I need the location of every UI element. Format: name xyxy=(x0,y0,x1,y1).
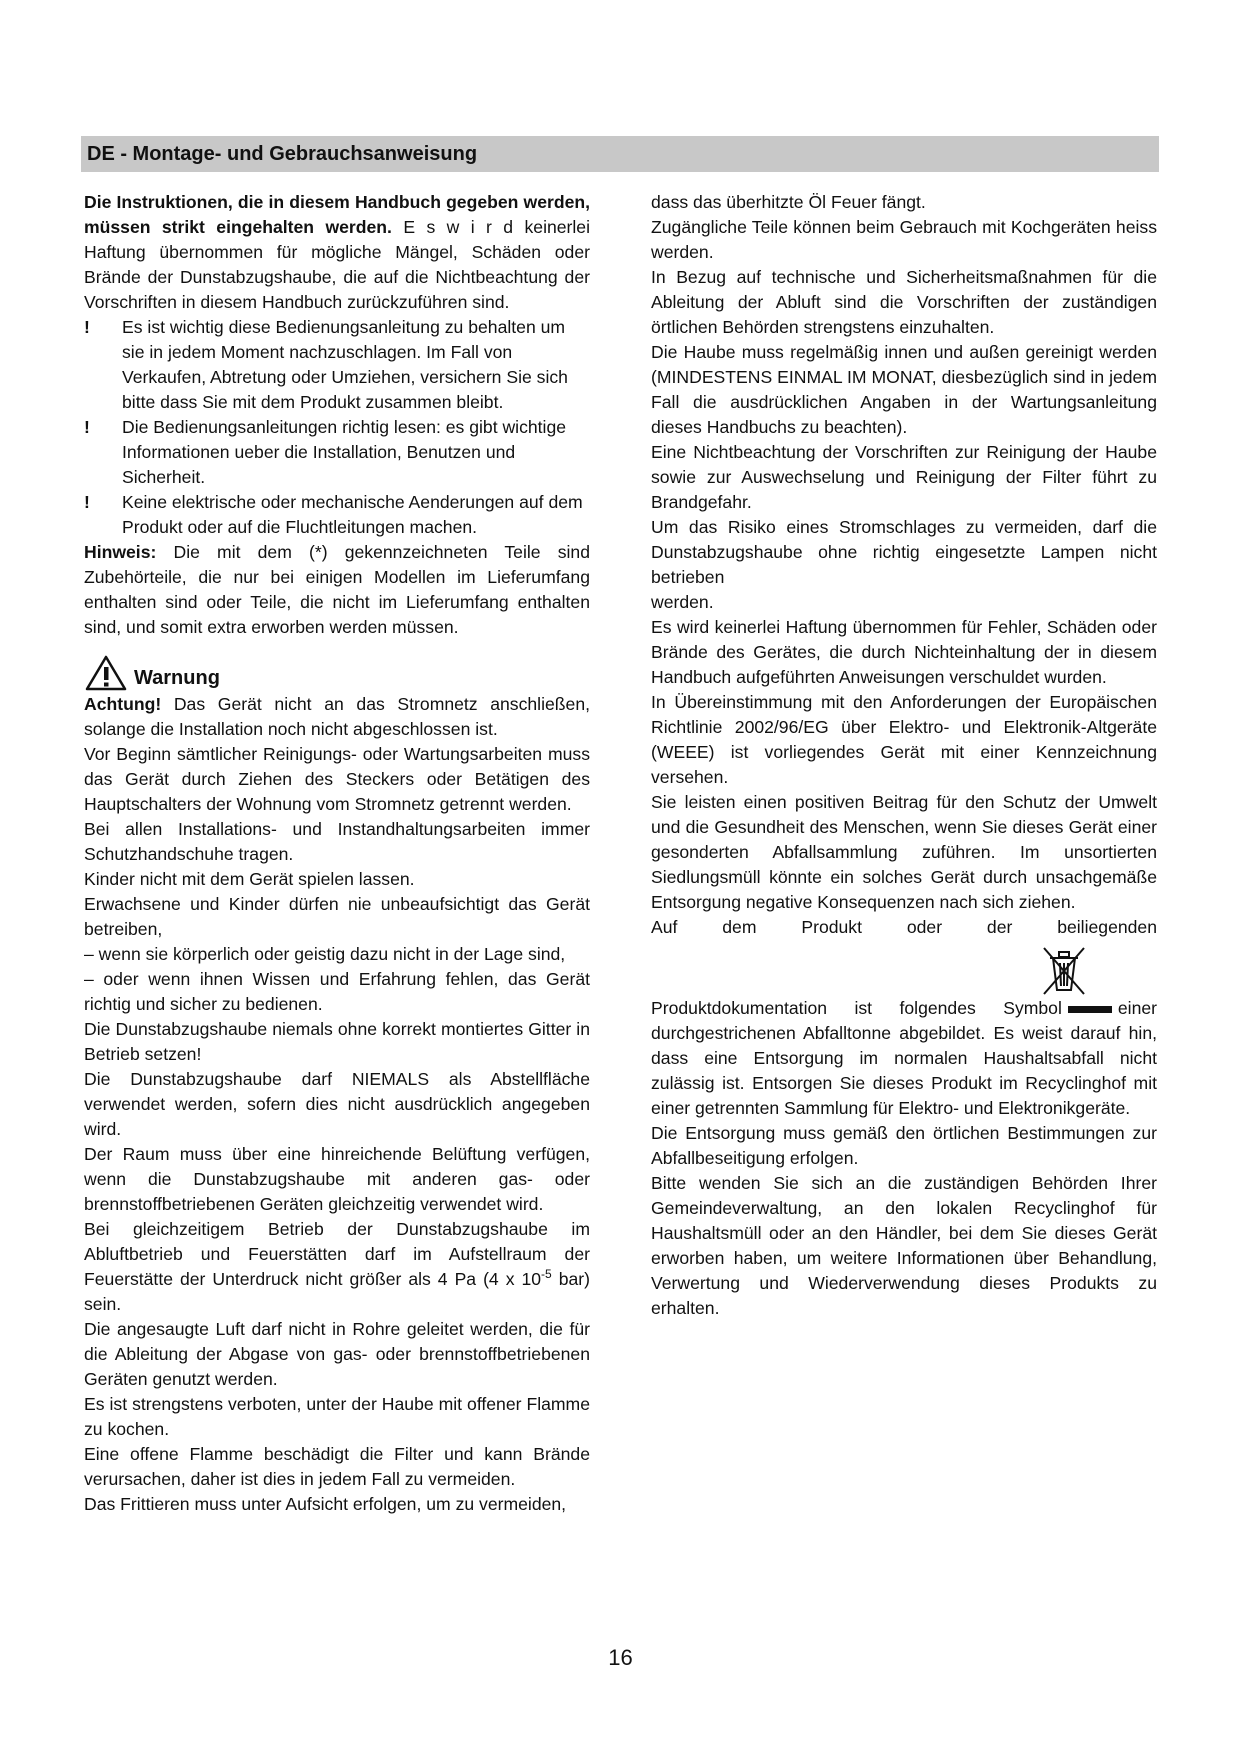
paragraph: Bitte wenden Sie sich an die zuständigen Behörden Ihrer Gemeindeverwaltung, an den lokalen Recyclinghof für Haushaltsmüll oder an den Händler, bei dem Sie dieses Gerät erworben haben, um weitere Informationen über Behandlung, Verwertung und Wiederverwendung dieses Produkts zu erhalten. xyxy=(651,1173,1157,1318)
bullet-mark: ! xyxy=(84,417,90,437)
paragraph: In Übereinstimmung mit den Anforderungen der Europäischen Richtlinie 2002/96/EG über Elektro- und Elektronik-Altgeräte (WEEE) ist vorliegendes Gerät mit einer Kennzeichnung versehen. xyxy=(651,692,1157,787)
pressure-paragraph xyxy=(84,1217,590,1317)
bullet-item xyxy=(84,315,590,415)
pressure-text: Bei gleichzeitigem Betrieb der Dunstabzugshaube im Abluftbetrieb und Feuerstätten darf im Aufstellraum der Feuerstätte der Unterdruck nicht größer als 4 Pa (4 x 10 xyxy=(84,1219,590,1289)
paragraph: Kinder nicht mit dem Gerät spielen lassen. xyxy=(84,869,415,889)
pressure-exponent: -5 xyxy=(541,1267,552,1282)
section-header-bar xyxy=(81,136,1159,172)
paragraph: Eine Nichtbeachtung der Vorschriften zur Reinigung der Haube sowie zur Auswechselung und Reinigung der Filter führt zu Brandgefahr. xyxy=(651,442,1157,512)
paragraph: – wenn sie körperlich oder geistig dazu nicht in der Lage sind, xyxy=(84,944,566,964)
paragraph: werden. xyxy=(651,592,714,612)
paragraph: Zugängliche Teile können beim Gebrauch mit Kochgeräten heiss werden. xyxy=(651,217,1157,262)
warning-text: Das Gerät nicht an das Stromnetz anschließen, solange die Installation noch nicht abgeschlossen ist. xyxy=(84,694,590,739)
left-column xyxy=(84,190,590,1517)
paragraph: dass das überhitzte Öl Feuer fängt. xyxy=(651,192,926,212)
paragraph: Bei allen Installations- und Instandhaltungsarbeiten immer Schutzhandschuhe tragen. xyxy=(84,819,590,864)
bullet-item xyxy=(84,490,590,540)
bullet-text: Es ist wichtig diese Bedienungsanleitung zu behalten um sie in jedem Moment nachzuschlagen. Im Fall von Verkaufen, Abtretung oder Umziehen, versichern Sie sich bitte dass Sie mit dem Produkt zusammen bleibt. xyxy=(122,317,568,412)
pressure-end: bar) sein. xyxy=(84,1269,590,1314)
note-text: Die mit dem (*) gekennzeichneten Teile sind Zubehörteile, die nur bei einigen Modellen im Lieferumfang enthalten sind oder Teile, die nicht im Lieferumfang enthalten sind, und somit extra erworben werden müssen. xyxy=(84,542,590,637)
paragraph: Die Entsorgung muss gemäß den örtlichen Bestimmungen zur Abfallbeseitigung erfolgen. xyxy=(651,1123,1157,1168)
paragraph: Es ist strengstens verboten, unter der Haube mit offener Flamme zu kochen. xyxy=(84,1394,590,1439)
paragraph: Um das Risiko eines Stromschlages zu vermeiden, darf die Dunstabzugshaube ohne richtig eingesetzte Lampen nicht betrieben xyxy=(651,517,1157,587)
paragraph: Die Haube muss regelmäßig innen und außen gereinigt werden (MINDESTENS EINMAL IM MONAT, diesbezüglich sind in jedem Fall die ausdrücklichen Angaben in der Wartungsanleitung dieses Handbuchs zu beachten). xyxy=(651,342,1157,437)
paragraph: Eine offene Flamme beschädigt die Filter und kann Brände verursachen, daher ist dies in jedem Fall zu vermeiden. xyxy=(84,1444,590,1489)
paragraph: Vor Beginn sämtlicher Reinigungs- oder Wartungsarbeiten muss das Gerät durch Ziehen des Steckers oder Betätigen des Hauptschalters der Wohnung vom Stromnetz getrennt werden. xyxy=(84,744,590,814)
paragraph: – oder wenn ihnen Wissen und Erfahrung fehlen, das Gerät richtig und sicher zu bedienen. xyxy=(84,969,590,1014)
warning-label: Achtung! xyxy=(84,694,162,714)
paragraph: Die Dunstabzugshaube niemals ohne korrekt montiertes Gitter in Betrieb setzen! xyxy=(84,1019,590,1064)
warning-triangle-icon xyxy=(84,654,128,692)
weee-line-2 xyxy=(651,996,1157,1021)
paragraph: Erwachsene und Kinder dürfen nie unbeaufsichtigt das Gerät betreiben, xyxy=(84,894,590,939)
page-number: 16 xyxy=(608,1645,633,1670)
note-label: Hinweis: xyxy=(84,542,157,562)
weee-paragraph: durchgestrichenen Abfalltonne abgebildet. Es weist darauf hin, dass eine Entsorgung im normalen Haushaltsabfall nicht zulässig ist. Entsorgen Sie dieses Produkt im Recyclinghof mit einer getrennten Sammlung für Elektro- und Elektronikgeräte. xyxy=(651,1023,1157,1118)
intro-rest: E s w i r d keinerlei Haftung übernommen für mögliche Mängel, Schäden oder Brände der Dunstabzugshaube, die auf die Nichtbeachtung der Vorschriften in diesem Handbuch zurückzuführen sind. xyxy=(84,217,591,312)
paragraph: In Bezug auf technische und Sicherheitsmaßnahmen für die Ableitung der Abluft sind die Vorschriften der zuständigen örtlichen Behörden strengstens einzuhalten. xyxy=(651,267,1157,337)
paragraph: Der Raum muss über eine hinreichende Belüftung verfügen, wenn die Dunstabzugshaube mit anderen gas- oder brennstoffbetriebenen Geräten gleichzeitig verwendet wird. xyxy=(84,1144,590,1214)
warning-paragraph xyxy=(84,692,590,742)
weee-line-2-a: Produktdokumentation ist folgendes Symbol xyxy=(651,998,1062,1018)
bullet-text: Keine elektrische oder mechanische Aenderungen auf dem Produkt oder auf die Fluchtleitungen machen. xyxy=(122,492,583,537)
bullet-mark: ! xyxy=(84,492,90,512)
weee-line-1: Auf dem Produkt oder der beiliegenden xyxy=(651,917,1157,937)
right-column xyxy=(651,190,1157,1321)
bullet-mark: ! xyxy=(84,317,90,337)
crossed-out-bin-icon xyxy=(1036,942,1092,998)
bullet-text: Die Bedienungsanleitungen richtig lesen: es gibt wichtige Informationen ueber die Installation, Benutzen und Sicherheit. xyxy=(122,417,567,487)
paragraph: Sie leisten einen positiven Beitrag für den Schutz der Umwelt und die Gesundheit des Menschen, wenn Sie dieses Gerät einer gesonderten Abfallsammlung zuführen. Im unsortierten Siedlungsmüll könnte ein solches Gerät durch unsachgemäße Entsorgung negative Konsequenzen nach sich ziehen. xyxy=(651,792,1157,912)
paragraph: Die angesaugte Luft darf nicht in Rohre geleitet werden, die für die Ableitung der Abgase von gas- oder brennstoffbetriebenen Geräten genutzt werden. xyxy=(84,1319,590,1389)
intro-bold: Die Instruktionen, die in diesem Handbuch gegeben werden, müssen strikt eingehalten werden. xyxy=(84,192,590,237)
section-title: DE - Montage- und Gebrauchsanweisung xyxy=(87,143,478,165)
paragraph: Die Dunstabzugshaube darf NIEMALS als Abstellfläche verwendet werden, sofern dies nicht ausdrücklich angegeben wird. xyxy=(84,1069,590,1139)
warning-title: Warnung xyxy=(134,667,220,689)
note-paragraph xyxy=(84,540,590,640)
warning-heading xyxy=(84,654,590,692)
weee-symbol-row xyxy=(651,940,1157,996)
weee-bar-icon xyxy=(1068,1006,1112,1013)
intro-paragraph xyxy=(84,190,590,315)
weee-line-2-b: einer xyxy=(1117,998,1157,1018)
paragraph: Das Frittieren muss unter Aufsicht erfolgen, um zu vermeiden, xyxy=(84,1494,567,1514)
bullet-item xyxy=(84,415,590,490)
paragraph: Es wird keinerlei Haftung übernommen für Fehler, Schäden oder Brände des Gerätes, die durch Nichteinhaltung der in diesem Handbuch aufgeführten Anweisungen verschuldet wurden. xyxy=(651,617,1157,687)
